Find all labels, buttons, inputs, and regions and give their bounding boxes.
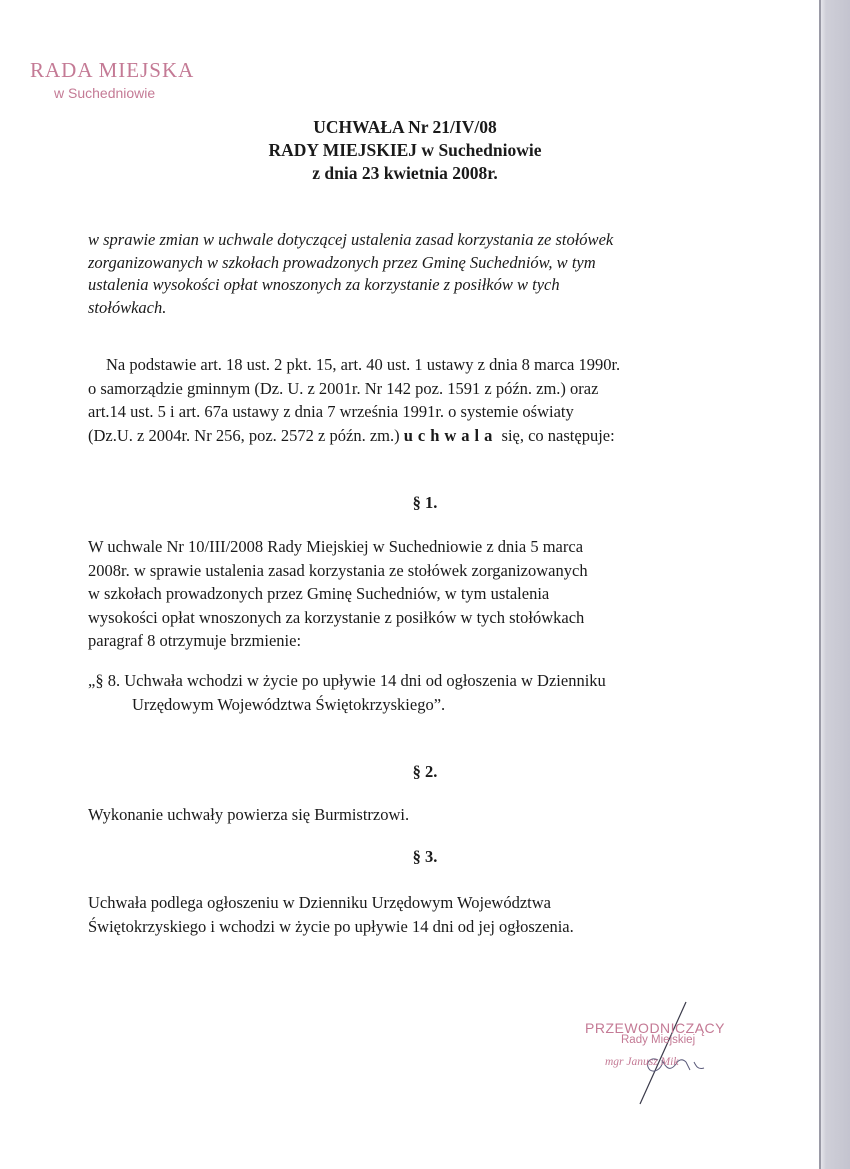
section-1-line: paragraf 8 otrzymuje brzmienie:: [88, 631, 302, 650]
signature-name: mgr Janusz Mik: [605, 1056, 679, 1068]
basis-line-4-start: (Dz.U. z 2004r. Nr 256, poz. 2572 z późn. zm.): [88, 425, 404, 445]
quoted-paragraph-8: [88, 669, 728, 716]
basis-line-4-end: się, co następuje:: [497, 425, 615, 445]
chairman-signature-block: [585, 1020, 745, 1068]
signature-subtitle: Rady Miejskiej: [621, 1034, 696, 1046]
subject-line: stołówkach.: [88, 297, 167, 317]
resolution-issuer: RADY MIEJSKIEJ w Suchedniowie: [268, 140, 542, 160]
stamp-line-2: w Suchedniowie: [54, 85, 156, 101]
quote-line-1: „§ 8. Uchwała wchodzi w życie po upływie 14 dni od ogłoszenia w Dzienniku: [88, 671, 606, 690]
resolution-number: UCHWAŁA Nr 21/IV/08: [313, 117, 497, 137]
section-3-line: Uchwała podlega ogłoszeniu w Dzienniku Urzędowym Województwa: [88, 893, 551, 912]
section-3-line: Świętokrzyskiego i wchodzi w życie po upływie 14 dni od jej ogłoszenia.: [88, 916, 574, 936]
basis-line: art.14 ust. 5 i art. 67a ustawy z dnia 7 września 1991r. o systemie oświaty: [88, 402, 574, 421]
section-1-line: 2008r. w sprawie ustalenia zasad korzystania ze stołówek zorganizowanych: [88, 560, 588, 580]
legal-basis: [88, 353, 738, 447]
signature-title: PRZEWODNICZĄCY: [585, 1020, 725, 1036]
section-2-heading: § 2.: [412, 762, 438, 781]
section-1-line: W uchwale Nr 10/III/2008 Rady Miejskiej w Suchedniowie z dnia 5 marca: [88, 537, 584, 556]
subject-line: zorganizowanych w szkołach prowadzonych przez Gminę Suchedniów, w tym: [88, 252, 596, 272]
section-1-body: [88, 535, 728, 653]
section-3-heading: § 3.: [412, 847, 438, 866]
section-2-body: Wykonanie uchwały powierza się Burmistrzowi.: [88, 805, 410, 824]
scan-edge-line: [819, 0, 821, 1169]
basis-line: [88, 424, 738, 448]
subject-line: ustalenia wysokości opłat wnoszonych za korzystanie z posiłków w tych: [88, 275, 560, 294]
section-1-line: wysokości opłat wnoszonych za korzystanie z posiłków w tych stołówkach: [88, 607, 585, 627]
basis-line: o samorządzie gminnym (Dz. U. z 2001r. Nr 142 poz. 1591 z późn. zm.) oraz: [88, 378, 599, 398]
resolution-subject: [88, 229, 728, 319]
quote-line-2: Urzędowym Województwa Świętokrzyskiego”.: [132, 694, 446, 714]
scan-edge: [820, 0, 850, 1169]
section-1-heading: § 1.: [412, 493, 438, 512]
council-stamp: [30, 58, 194, 101]
section-1-line: w szkołach prowadzonych przez Gminę Suchedniów, w tym ustalenia: [88, 584, 550, 603]
stamp-line-1: RADA MIEJSKA: [30, 58, 195, 82]
resolves-word: uchwala: [403, 425, 498, 445]
section-3-body: [88, 891, 728, 938]
subject-line: w sprawie zmian w uchwale dotyczącej ustalenia zasad korzystania ze stołówek: [88, 230, 614, 249]
resolution-header: [190, 116, 620, 185]
resolution-date: z dnia 23 kwietnia 2008r.: [312, 163, 498, 183]
basis-line: Na podstawie art. 18 ust. 2 pkt. 15, art. 40 ust. 1 ustawy z dnia 8 marca 1990r.: [106, 355, 621, 374]
